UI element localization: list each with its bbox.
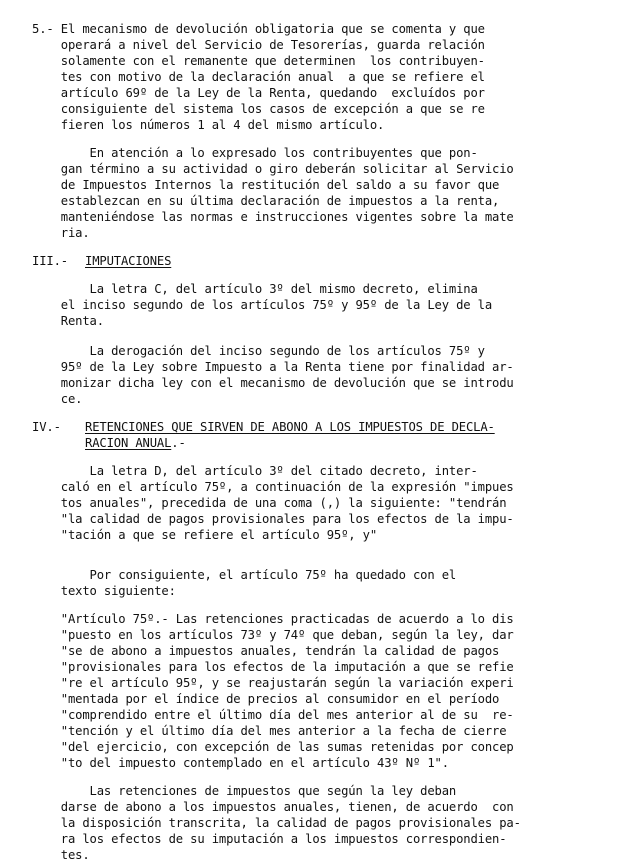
text-line: tes. bbox=[32, 848, 90, 862]
text-line: gan término a su actividad o giro deberán solicitar al Servicio bbox=[32, 162, 514, 176]
quote-line: "se de abono a impuestos anuales, tendrán la calidad de pagos bbox=[32, 644, 500, 658]
text-line: tos anuales", precedida de una coma (,) la siguiente: "tendrán bbox=[32, 496, 507, 510]
text-line: En atención a lo expresado los contribuyentes que pon- bbox=[32, 146, 478, 160]
quote-line: "provisionales para los efectos de la imputación a que se refie bbox=[32, 660, 514, 674]
section-heading: RETENCIONES QUE SIRVEN DE ABONO A LOS IMPUESTOS DE DECLA- bbox=[85, 420, 495, 434]
text-line: 5.- El mecanismo de devolución obligatoria que se comenta y que bbox=[32, 22, 485, 36]
text-line: tes con motivo de la declaración anual a que se refiere el bbox=[32, 70, 485, 84]
text-line: la disposición transcrita, la calidad de pagos provisionales pa- bbox=[32, 816, 521, 830]
quote-line: "to del impuesto contemplado en el artículo 43º Nº 1". bbox=[32, 756, 449, 770]
text-line: "tación a que se refiere el artículo 95º, y" bbox=[32, 528, 377, 542]
text-line: ra los efectos de su imputación a los impuestos correspondien- bbox=[32, 832, 507, 846]
text-line: La derogación del inciso segundo de los artículos 75º y bbox=[32, 344, 485, 358]
text-line: establezcan en su última declaración de impuestos a la renta, bbox=[32, 194, 500, 208]
quote-line: "re el artículo 95º, y se reajustarán según la variación experi bbox=[32, 676, 514, 690]
section-heading-continuation bbox=[85, 436, 186, 451]
quote-line: "tención y el último día del mes anterior a la fecha de cierre bbox=[32, 724, 507, 738]
section-heading-text: RACION ANUAL bbox=[85, 436, 172, 450]
section-heading-suffix: .- bbox=[171, 436, 186, 450]
text-line: de Impuestos Internos la restitución del saldo a su favor que bbox=[32, 178, 500, 192]
text-line: operará a nivel del Servicio de Tesorerías, guarda relación bbox=[32, 38, 485, 52]
text-line: La letra D, del artículo 3º del citado decreto, inter- bbox=[32, 464, 478, 478]
text-line: manteniéndose las normas e instrucciones vigentes sobre la mate bbox=[32, 210, 514, 224]
text-line: el inciso segundo de los artículos 75º y 95º de la Ley de la bbox=[32, 298, 492, 312]
text-line: La letra C, del artículo 3º del mismo decreto, elimina bbox=[32, 282, 478, 296]
text-line: Las retenciones de impuestos que según la ley deban bbox=[32, 784, 457, 798]
text-line: "la calidad de pagos provisionales para los efectos de la impu- bbox=[32, 512, 514, 526]
text-line: monizar dicha ley con el mecanismo de devolución que se introdu bbox=[32, 376, 514, 390]
section-heading: IMPUTACIONES bbox=[85, 254, 172, 268]
text-line: 95º de la Ley sobre Impuesto a la Renta tiene por finalidad ar- bbox=[32, 360, 514, 374]
text-line: artículo 69º de la Ley de la Renta, quedando excluídos por bbox=[32, 86, 485, 100]
text-line: fieren los números 1 al 4 del mismo artículo. bbox=[32, 118, 385, 132]
text-line: solamente con el remanente que determinen los contribuyen- bbox=[32, 54, 485, 68]
text-line: consiguiente del sistema los casos de excepción a que se re bbox=[32, 102, 485, 116]
quote-line: "comprendido entre el último día del mes anterior al de su re- bbox=[32, 708, 514, 722]
text-line: caló en el artículo 75º, a continuación de la expresión "impues bbox=[32, 480, 514, 494]
quote-line: "Artículo 75º.- Las retenciones practicadas de acuerdo a lo dis bbox=[32, 612, 514, 626]
text-line: texto siguiente: bbox=[32, 584, 176, 598]
text-line: darse de abono a los impuestos anuales, tienen, de acuerdo con bbox=[32, 800, 514, 814]
section-number: III.- bbox=[32, 254, 68, 268]
text-line: Renta. bbox=[32, 314, 104, 328]
text-line: ce. bbox=[32, 392, 83, 406]
text-line: ria. bbox=[32, 226, 90, 240]
section-number: IV.- bbox=[32, 420, 61, 434]
quote-line: "puesto en los artículos 73º y 74º que deban, según la ley, dar bbox=[32, 628, 514, 642]
quote-line: "del ejercicio, con excepción de las sumas retenidas por concep bbox=[32, 740, 514, 754]
text-line: Por consiguiente, el artículo 75º ha quedado con el bbox=[32, 568, 457, 582]
quote-line: "mentada por el índice de precios al consumidor en el período bbox=[32, 692, 500, 706]
